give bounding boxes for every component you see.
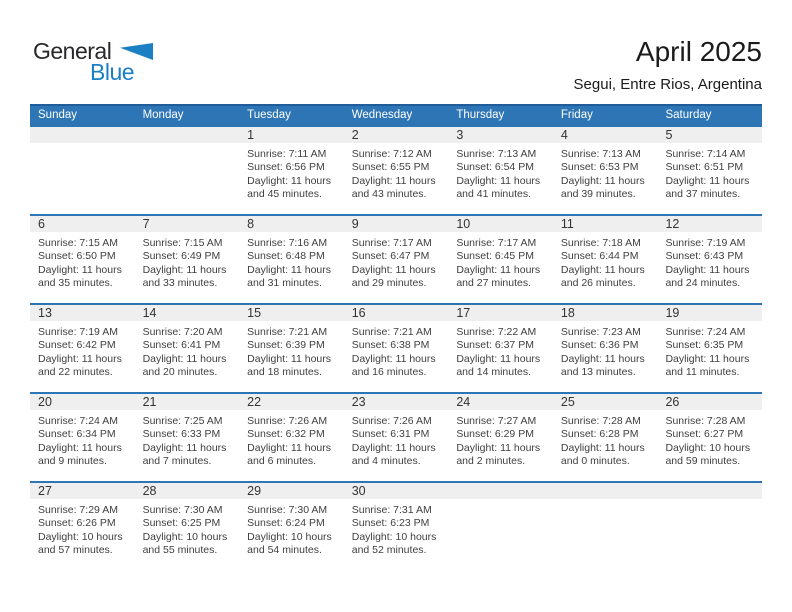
day-number: 16 (351, 306, 366, 320)
daylight-text-line2: and 57 minutes. (38, 543, 113, 556)
daylight-text-line1: Daylight: 11 hours (351, 441, 436, 454)
daylight-text-line1: Daylight: 11 hours (456, 441, 541, 454)
weekday-header-friday: Friday (560, 109, 593, 121)
sunrise-text: Sunrise: 7:13 AM (560, 148, 641, 160)
day-details (456, 415, 549, 468)
sunrise-text: Sunrise: 7:24 AM (665, 326, 746, 338)
day-number: 28 (142, 484, 157, 498)
day-cell-28 (135, 483, 240, 570)
day-cell-empty (448, 483, 553, 570)
daylight-text-line2: and 20 minutes. (142, 365, 218, 378)
day-cell-19 (657, 305, 762, 392)
sunrise-text: Sunrise: 7:17 AM (351, 237, 432, 249)
daylight-text-line1: Daylight: 11 hours (38, 263, 122, 276)
week-row-5 (30, 481, 762, 570)
sunrise-text: Sunrise: 7:13 AM (456, 148, 537, 160)
sunrise-text: Sunrise: 7:15 AM (38, 237, 118, 249)
day-details (665, 148, 758, 201)
daylight-text-line2: and 29 minutes. (351, 276, 427, 289)
sunset-text: Sunset: 6:42 PM (38, 339, 116, 352)
day-cell-29 (239, 483, 344, 570)
daylight-text-line2: and 4 minutes. (351, 454, 421, 467)
daylight-text-line2: and 37 minutes. (665, 187, 741, 200)
day-number: 9 (351, 217, 359, 231)
day-number: 21 (142, 395, 157, 409)
sunset-text: Sunset: 6:31 PM (351, 428, 430, 441)
day-cell-1 (239, 127, 344, 214)
day-details (247, 237, 340, 290)
day-cell-5 (657, 127, 762, 214)
day-details (352, 504, 445, 557)
day-cell-empty (553, 483, 658, 570)
daylight-text-line2: and 52 minutes. (351, 543, 427, 556)
sunrise-text: Sunrise: 7:19 AM (665, 237, 746, 249)
day-cell-27 (30, 483, 135, 570)
daylight-text-line1: Daylight: 10 hours (38, 530, 123, 543)
sunset-text: Sunset: 6:53 PM (560, 161, 639, 174)
daylight-text-line2: and 11 minutes. (665, 365, 740, 378)
sunset-text: Sunset: 6:26 PM (38, 517, 116, 530)
weekday-header-tuesday: Tuesday (247, 109, 291, 121)
day-details (247, 504, 340, 557)
day-number: 6 (38, 217, 45, 231)
day-cell-8 (239, 216, 344, 303)
sunrise-text: Sunrise: 7:19 AM (38, 326, 118, 338)
sunrise-text: Sunrise: 7:18 AM (560, 237, 641, 249)
sunset-text: Sunset: 6:33 PM (142, 428, 221, 441)
sunrise-text: Sunrise: 7:28 AM (665, 415, 746, 427)
sunrise-text: Sunrise: 7:12 AM (351, 148, 432, 160)
sunrise-text: Sunrise: 7:26 AM (351, 415, 432, 427)
weekday-header-sunday: Sunday (38, 109, 78, 121)
sunset-text: Sunset: 6:55 PM (351, 161, 430, 174)
day-cell-22 (239, 394, 344, 481)
daylight-text-line2: and 54 minutes. (247, 543, 322, 556)
daylight-text-line1: Daylight: 10 hours (665, 441, 751, 454)
daylight-text-line2: and 33 minutes. (142, 276, 218, 289)
day-cell-21 (135, 394, 240, 481)
sunrise-text: Sunrise: 7:20 AM (142, 326, 223, 338)
weekday-header-row (30, 104, 762, 125)
day-cell-3 (448, 127, 553, 214)
day-number: 27 (38, 484, 52, 498)
day-details (38, 504, 131, 557)
weekday-header-thursday: Thursday (456, 109, 505, 121)
day-cell-24 (448, 394, 553, 481)
sunset-text: Sunset: 6:28 PM (560, 428, 639, 441)
daylight-text-line2: and 31 minutes. (247, 276, 322, 289)
day-details (352, 415, 445, 468)
sunrise-text: Sunrise: 7:21 AM (247, 326, 328, 338)
day-number: 30 (351, 484, 366, 498)
sunrise-text: Sunrise: 7:31 AM (351, 504, 432, 516)
sunrise-text: Sunrise: 7:26 AM (247, 415, 328, 427)
day-cell-10 (448, 216, 553, 303)
day-number: 29 (247, 484, 262, 498)
day-number: 7 (142, 217, 150, 231)
day-details (143, 326, 236, 379)
logo-text-blue: Blue (90, 59, 135, 85)
day-cell-14 (135, 305, 240, 392)
sunrise-text: Sunrise: 7:30 AM (247, 504, 328, 516)
day-cell-16 (344, 305, 449, 392)
sunset-text: Sunset: 6:29 PM (456, 428, 534, 441)
sunset-text: Sunset: 6:54 PM (456, 161, 534, 174)
day-details (456, 148, 549, 201)
daylight-text-line1: Daylight: 11 hours (456, 263, 541, 276)
daylight-text-line1: Daylight: 11 hours (142, 263, 227, 276)
day-details (352, 326, 445, 379)
day-number: 2 (351, 128, 359, 142)
daylight-text-line1: Daylight: 11 hours (351, 352, 436, 365)
page-subtitle: Segui, Entre Rios, Argentina (573, 76, 762, 93)
daylight-text-line1: Daylight: 11 hours (351, 263, 436, 276)
day-cell-20 (30, 394, 135, 481)
sunset-text: Sunset: 6:48 PM (247, 250, 325, 263)
day-cell-25 (553, 394, 658, 481)
sunrise-text: Sunrise: 7:29 AM (38, 504, 118, 516)
day-number: 26 (665, 395, 680, 409)
day-cell-11 (553, 216, 658, 303)
logo-text-general: General (33, 38, 112, 64)
daylight-text-line1: Daylight: 10 hours (142, 530, 228, 543)
day-number: 18 (560, 306, 575, 320)
sunset-text: Sunset: 6:36 PM (560, 339, 639, 352)
day-cell-30 (344, 483, 449, 570)
day-cell-23 (344, 394, 449, 481)
sunrise-text: Sunrise: 7:24 AM (38, 415, 118, 427)
logo (33, 38, 163, 88)
day-number: 8 (247, 217, 255, 231)
day-details (38, 326, 131, 379)
weekday-header-saturday: Saturday (665, 109, 712, 121)
day-cell-2 (344, 127, 449, 214)
day-details (247, 415, 340, 468)
day-number: 20 (38, 395, 52, 409)
daylight-text-line2: and 27 minutes. (456, 276, 532, 289)
day-number: 3 (456, 128, 464, 142)
day-details (352, 237, 445, 290)
sunset-text: Sunset: 6:25 PM (142, 517, 221, 530)
day-details (665, 237, 758, 290)
weekday-header-wednesday: Wednesday (351, 109, 413, 121)
daylight-text-line1: Daylight: 11 hours (38, 441, 122, 454)
daylight-text-line2: and 0 minutes. (560, 454, 630, 467)
day-details (561, 237, 654, 290)
day-details (561, 326, 654, 379)
day-details (143, 237, 236, 290)
daylight-text-line2: and 24 minutes. (665, 276, 741, 289)
day-details (665, 326, 758, 379)
daylight-text-line2: and 14 minutes. (456, 365, 532, 378)
day-number: 11 (560, 217, 574, 231)
sunset-text: Sunset: 6:50 PM (38, 250, 116, 263)
sunrise-text: Sunrise: 7:17 AM (456, 237, 537, 249)
daylight-text-line1: Daylight: 11 hours (560, 263, 645, 276)
daylight-text-line1: Daylight: 11 hours (665, 263, 750, 276)
day-cell-4 (553, 127, 658, 214)
day-cell-empty (657, 483, 762, 570)
day-number: 12 (665, 217, 680, 231)
daylight-text-line1: Daylight: 11 hours (456, 174, 541, 187)
sunrise-text: Sunrise: 7:27 AM (456, 415, 537, 427)
day-number: 19 (665, 306, 680, 320)
daylight-text-line2: and 16 minutes. (351, 365, 427, 378)
week-row-1 (30, 125, 762, 214)
day-details (665, 415, 758, 468)
sunset-text: Sunset: 6:23 PM (351, 517, 430, 530)
day-number: 13 (38, 306, 52, 320)
logo-triangle-icon (120, 43, 153, 60)
daylight-text-line1: Daylight: 11 hours (665, 174, 750, 187)
sunset-text: Sunset: 6:39 PM (247, 339, 325, 352)
daylight-text-line1: Daylight: 11 hours (351, 174, 436, 187)
sunrise-text: Sunrise: 7:25 AM (142, 415, 223, 427)
sunrise-text: Sunrise: 7:22 AM (456, 326, 537, 338)
daylight-text-line1: Daylight: 11 hours (247, 352, 332, 365)
sunset-text: Sunset: 6:47 PM (351, 250, 430, 263)
sunset-text: Sunset: 6:38 PM (351, 339, 430, 352)
daylight-text-line1: Daylight: 11 hours (456, 352, 541, 365)
daylight-text-line1: Daylight: 11 hours (247, 174, 332, 187)
day-number: 17 (456, 306, 471, 320)
day-cell-6 (30, 216, 135, 303)
daylight-text-line2: and 13 minutes. (560, 365, 636, 378)
day-details (352, 148, 445, 201)
sunset-text: Sunset: 6:34 PM (38, 428, 116, 441)
daylight-text-line2: and 9 minutes. (38, 454, 107, 467)
day-details (561, 415, 654, 468)
sunset-text: Sunset: 6:56 PM (247, 161, 325, 174)
calendar (30, 104, 762, 570)
day-number: 10 (456, 217, 471, 231)
day-number: 24 (456, 395, 471, 409)
sunset-text: Sunset: 6:51 PM (665, 161, 744, 174)
sunset-text: Sunset: 6:35 PM (665, 339, 744, 352)
page-title: April 2025 (635, 36, 762, 67)
daylight-text-line2: and 6 minutes. (247, 454, 317, 467)
daylight-text-line1: Daylight: 11 hours (38, 352, 122, 365)
sunrise-text: Sunrise: 7:30 AM (142, 504, 223, 516)
day-number: 22 (247, 395, 262, 409)
daylight-text-line1: Daylight: 10 hours (351, 530, 437, 543)
daylight-text-line2: and 55 minutes. (142, 543, 218, 556)
daylight-text-line1: Daylight: 11 hours (560, 441, 645, 454)
day-cell-17 (448, 305, 553, 392)
sunrise-text: Sunrise: 7:16 AM (247, 237, 328, 249)
day-details (561, 148, 654, 201)
day-details (38, 237, 131, 290)
daylight-text-line1: Daylight: 11 hours (247, 263, 332, 276)
daylight-text-line1: Daylight: 11 hours (665, 352, 750, 365)
day-number: 14 (142, 306, 157, 320)
sunset-text: Sunset: 6:24 PM (247, 517, 325, 530)
daylight-text-line2: and 7 minutes. (142, 454, 212, 467)
daylight-text-line2: and 26 minutes. (560, 276, 636, 289)
day-cell-7 (135, 216, 240, 303)
sunset-text: Sunset: 6:27 PM (665, 428, 744, 441)
day-details (38, 415, 131, 468)
weekday-header-monday: Monday (142, 109, 184, 121)
week-row-4 (30, 392, 762, 481)
day-number: 4 (560, 128, 568, 142)
daylight-text-line1: Daylight: 11 hours (142, 441, 227, 454)
daylight-text-line2: and 59 minutes. (665, 454, 741, 467)
day-details (456, 237, 549, 290)
daylight-text-line1: Daylight: 11 hours (142, 352, 227, 365)
sunrise-text: Sunrise: 7:14 AM (665, 148, 746, 160)
daylight-text-line2: and 35 minutes. (38, 276, 113, 289)
sunset-text: Sunset: 6:45 PM (456, 250, 534, 263)
sunrise-text: Sunrise: 7:23 AM (560, 326, 641, 338)
daylight-text-line1: Daylight: 11 hours (560, 174, 645, 187)
day-cell-26 (657, 394, 762, 481)
day-cell-12 (657, 216, 762, 303)
sunset-text: Sunset: 6:44 PM (560, 250, 639, 263)
week-row-2 (30, 214, 762, 303)
sunset-text: Sunset: 6:37 PM (456, 339, 534, 352)
sunset-text: Sunset: 6:49 PM (142, 250, 221, 263)
daylight-text-line2: and 2 minutes. (456, 454, 526, 467)
day-details (143, 415, 236, 468)
daylight-text-line2: and 39 minutes. (560, 187, 636, 200)
day-number: 15 (247, 306, 262, 320)
day-number: 25 (560, 395, 575, 409)
day-details (456, 326, 549, 379)
sunrise-text: Sunrise: 7:15 AM (142, 237, 223, 249)
sunset-text: Sunset: 6:41 PM (142, 339, 221, 352)
daylight-text-line2: and 45 minutes. (247, 187, 322, 200)
daylight-text-line2: and 43 minutes. (351, 187, 427, 200)
daylight-text-line2: and 41 minutes. (456, 187, 532, 200)
day-cell-empty (135, 127, 240, 214)
day-number: 5 (665, 128, 673, 142)
day-details (247, 148, 340, 201)
day-details (247, 326, 340, 379)
daylight-text-line1: Daylight: 10 hours (247, 530, 332, 543)
daylight-text-line1: Daylight: 11 hours (247, 441, 332, 454)
day-number: 23 (351, 395, 366, 409)
sunrise-text: Sunrise: 7:21 AM (351, 326, 432, 338)
daylight-text-line2: and 22 minutes. (38, 365, 113, 378)
day-cell-18 (553, 305, 658, 392)
week-row-3 (30, 303, 762, 392)
day-number: 1 (247, 128, 255, 142)
day-cell-13 (30, 305, 135, 392)
day-cell-15 (239, 305, 344, 392)
sunset-text: Sunset: 6:32 PM (247, 428, 325, 441)
sunset-text: Sunset: 6:43 PM (665, 250, 744, 263)
daylight-text-line1: Daylight: 11 hours (560, 352, 645, 365)
day-details (143, 504, 236, 557)
day-cell-9 (344, 216, 449, 303)
sunrise-text: Sunrise: 7:11 AM (247, 148, 327, 160)
sunrise-text: Sunrise: 7:28 AM (560, 415, 641, 427)
daylight-text-line2: and 18 minutes. (247, 365, 322, 378)
day-cell-empty (30, 127, 135, 214)
